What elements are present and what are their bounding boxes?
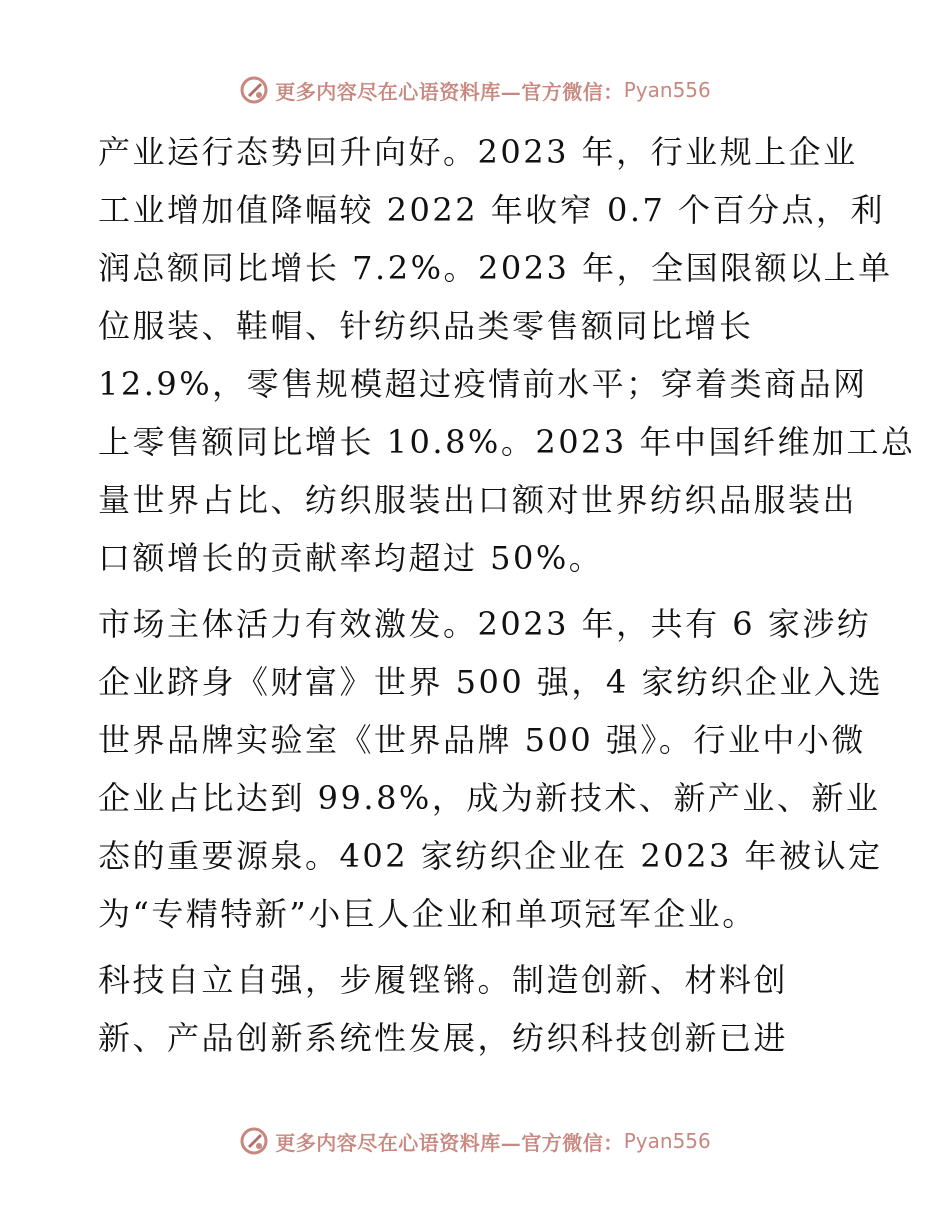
document-body (98, 123, 916, 1075)
text-line: 位服装、鞋帽、针纺织品类零售额同比增长 (98, 307, 754, 345)
logo-icon (239, 1126, 269, 1156)
paragraph-industry-operation (98, 123, 916, 587)
watermark-header (0, 70, 950, 110)
text-line: 为“专精特新”小巨人企业和单项冠军企业。 (98, 895, 757, 933)
watermark-footer (0, 1121, 950, 1161)
text-line: 企业占比达到 99.8%，成为新技术、新产业、新业 (98, 779, 881, 817)
watermark-wechat-id: Pyan556 (623, 78, 711, 102)
text-line: 12.9%，零售规模超过疫情前水平；穿着类商品网 (98, 365, 868, 403)
text-line: 世界品牌实验室《世界品牌 500 强》。行业中小微 (98, 721, 866, 759)
text-line: 产业运行态势回升向好。2023 年，行业规上企业 (98, 133, 858, 171)
text-line: 新、产品创新系统性发展，纺织科技创新已进 (98, 1019, 789, 1057)
text-line: 市场主体活力有效激发。2023 年，共有 6 家涉纺 (98, 605, 872, 643)
text-line: 科技自立自强，步履铿锵。制造创新、材料创 (98, 961, 789, 999)
text-line: 工业增加值降幅较 2022 年收窄 0.7 个百分点，利 (98, 191, 886, 229)
logo-icon (239, 75, 269, 105)
text-line: 态的重要源泉。402 家纺织企业在 2023 年被认定 (98, 837, 883, 875)
watermark-text: 更多内容尽在心语资料库—官方微信： (275, 1130, 624, 1155)
paragraph-tech-innovation (98, 951, 868, 1067)
text-line: 量世界占比、纺织服装出口额对世界纺织品服装出 (98, 481, 858, 519)
text-line: 口额增长的贡献率均超过 50%。 (98, 539, 604, 577)
text-line: 上零售额同比增长 10.8%。2023 年中国纤维加工总 (98, 423, 916, 461)
text-line: 企业跻身《财富》世界 500 强，4 家纺织企业入选 (98, 663, 883, 701)
text-line: 润总额同比增长 7.2%。2023 年，全国限额以上单 (98, 249, 893, 287)
watermark-text: 更多内容尽在心语资料库—官方微信： (275, 79, 624, 104)
watermark-wechat-id: Pyan556 (623, 1129, 711, 1153)
paragraph-market-vitality (98, 595, 883, 943)
